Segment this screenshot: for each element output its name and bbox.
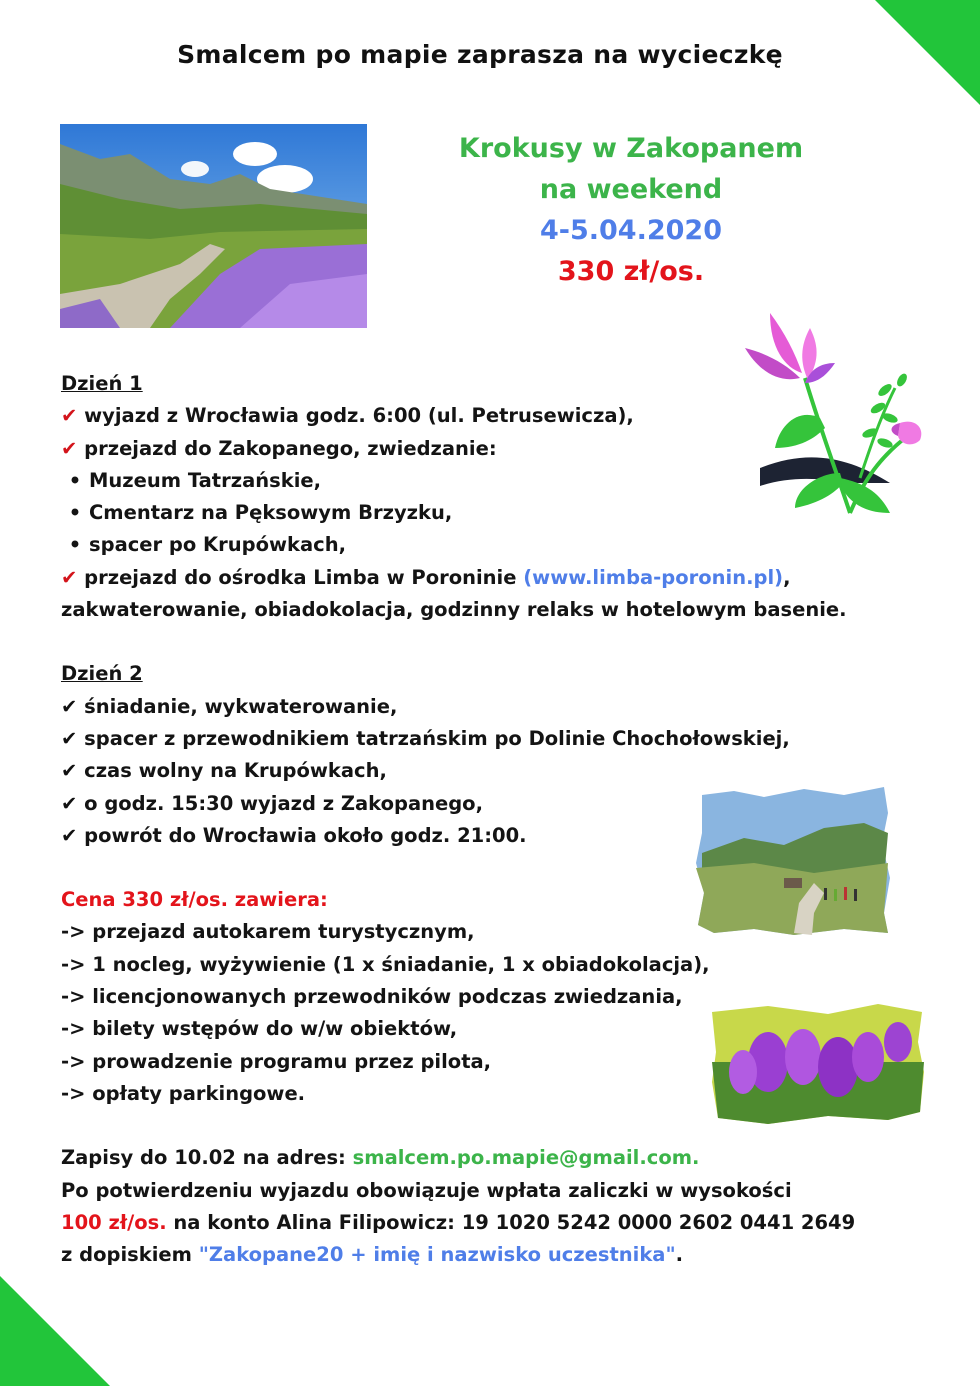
arrow-icon: ->	[61, 1017, 86, 1041]
page-title: Smalcem po mapie zaprasza na wycieczkę	[177, 40, 783, 69]
transfer-note-line: z dopiskiem "Zakopane20 + imię i nazwisko uczestnika".	[61, 1243, 684, 1267]
day1-heading: Dzień 1	[61, 372, 143, 395]
deposit-info: Po potwierdzeniu wyjazdu obowiązuje wpłata zaliczki w wysokości	[61, 1178, 792, 1202]
list-item: ✔ czas wolny na Krupówkach,	[61, 759, 387, 783]
signup-line: Zapisy do 10.02 na adres: smalcem.po.mapie@gmail.com.	[61, 1146, 700, 1170]
trip-price: 330 zł/os.	[557, 256, 705, 287]
list-item: ✔ wyjazd z Wrocławia godz. 6:00 (ul. Petrusewicza),	[61, 404, 634, 428]
mountain-meadow-photo	[60, 124, 367, 328]
list-item: -> opłaty parkingowe.	[61, 1081, 306, 1105]
check-icon: ✔	[61, 759, 78, 783]
list-item: -> bilety wstępów do w/w obiektów,	[61, 1017, 458, 1041]
headline-line2: na weekend	[539, 174, 723, 205]
trip-program	[61, 368, 941, 1271]
list-subitem: • Cmentarz na Pęksowym Brzyzku,	[61, 497, 941, 529]
trip-headline	[450, 128, 812, 292]
bullet-icon: •	[68, 501, 82, 525]
list-item: ✔ przejazd do Zakopanego, zwiedzanie:	[61, 436, 497, 460]
check-icon: ✔	[61, 791, 78, 815]
list-subitem: • spacer po Krupówkach,	[61, 529, 941, 561]
list-item: -> licencjonowanych przewodników podczas zwiedzania,	[61, 985, 683, 1009]
list-item: -> prowadzenie programu przez pilota,	[61, 1049, 492, 1073]
list-item: ✔ spacer z przewodnikiem tatrzańskim po Dolinie Chochołowskiej,	[61, 726, 790, 750]
headline-line1: Krokusy w Zakopanem	[458, 133, 804, 164]
list-subitem: • Muzeum Tatrzańskie,	[61, 465, 941, 497]
arrow-icon: ->	[61, 1081, 86, 1105]
check-icon: ✔	[61, 823, 78, 847]
check-icon: ✔	[61, 404, 78, 428]
trip-date: 4-5.04.2020	[539, 215, 722, 246]
hotel-link[interactable]: (www.limba-poronin.pl)	[523, 565, 784, 589]
check-icon: ✔	[61, 565, 78, 589]
arrow-icon: ->	[61, 1049, 86, 1073]
check-icon: ✔	[61, 436, 78, 460]
day2-heading: Dzień 2	[61, 662, 143, 686]
list-item: ✔ powrót do Wrocławia około godz. 21:00.	[61, 823, 527, 847]
list-item: ✔ śniadanie, wykwaterowanie,	[61, 694, 398, 718]
list-item: -> przejazd autokarem turystycznym,	[61, 920, 475, 944]
list-item: -> 1 nocleg, wyżywienie (1 x śniadanie, 1 x obiadokolacja),	[61, 952, 710, 976]
list-item: ✔ przejazd do ośrodka Limba w Poroninie (www.limba-poronin.pl),	[61, 565, 791, 589]
arrow-icon: ->	[61, 985, 86, 1009]
check-icon: ✔	[61, 694, 78, 718]
corner-decoration-bottom-left	[0, 1276, 110, 1386]
list-item-continuation: zakwaterowanie, obiadokolacja, godzinny relaks w hotelowym basenie.	[61, 598, 847, 622]
account-line: 100 zł/os. na konto Alina Filipowicz: 19 1020 5242 0000 2602 0441 2649	[61, 1210, 856, 1234]
transfer-note: "Zakopane20 + imię i nazwisko uczestnika"	[198, 1243, 676, 1267]
deposit-amount: 100 zł/os.	[61, 1210, 167, 1234]
arrow-icon: ->	[61, 952, 86, 976]
price-includes-heading: Cena 330 zł/os. zawiera:	[61, 888, 328, 912]
contact-email[interactable]: smalcem.po.mapie@gmail.com.	[352, 1146, 700, 1170]
check-icon: ✔	[61, 726, 78, 750]
bullet-icon: •	[68, 533, 82, 557]
list-item: ✔ o godz. 15:30 wyjazd z Zakopanego,	[61, 791, 483, 815]
arrow-icon: ->	[61, 920, 86, 944]
bullet-icon: •	[68, 468, 82, 492]
